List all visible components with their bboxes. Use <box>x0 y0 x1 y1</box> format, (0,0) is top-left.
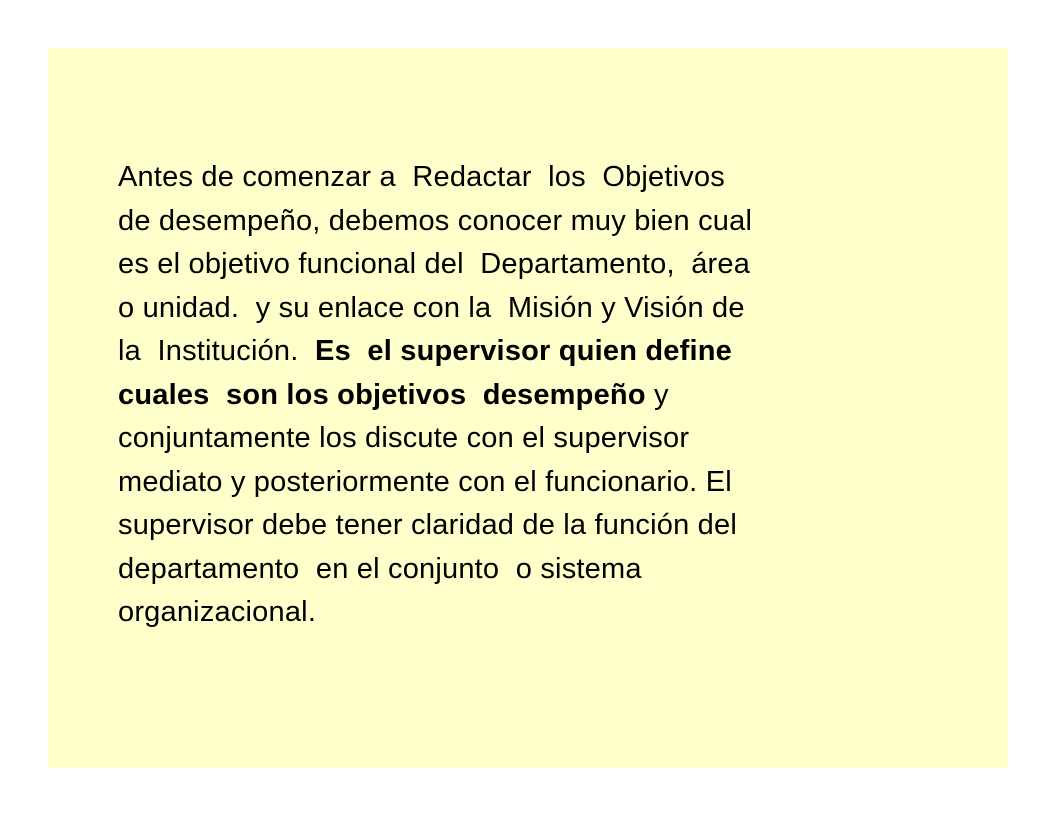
text-line-5-normal: la Institución. <box>118 335 316 367</box>
text-line-7: conjuntamente los discute con el supervisor <box>118 422 690 454</box>
text-line-8: mediato y posteriormente con el funcionario. El <box>118 465 732 498</box>
text-line-5 <box>118 330 938 374</box>
text-line-2: de desempeño, debemos conocer muy bien cual <box>118 204 753 237</box>
text-line-3: es el objetivo funcional del Departamento, área <box>118 248 751 280</box>
body-paragraph <box>118 156 938 635</box>
text-line-6-bold: cuales son los objetivos desempeño <box>118 378 646 411</box>
text-line-6-normal: y <box>645 378 669 411</box>
text-line-1: Antes de comenzar a Redactar los Objetivos <box>118 161 726 193</box>
slide <box>48 48 1008 768</box>
text-line-4: o unidad. y su enlace con la Misión y Visión de <box>118 291 745 324</box>
text-line-11: organizacional. <box>118 596 317 628</box>
text-line-10: departamento en el conjunto o sistema <box>118 552 642 585</box>
text-line-5-bold: Es el supervisor quien define <box>315 335 732 367</box>
text-line-6 <box>118 374 938 418</box>
text-line-9: supervisor debe tener claridad de la función del <box>118 509 737 541</box>
